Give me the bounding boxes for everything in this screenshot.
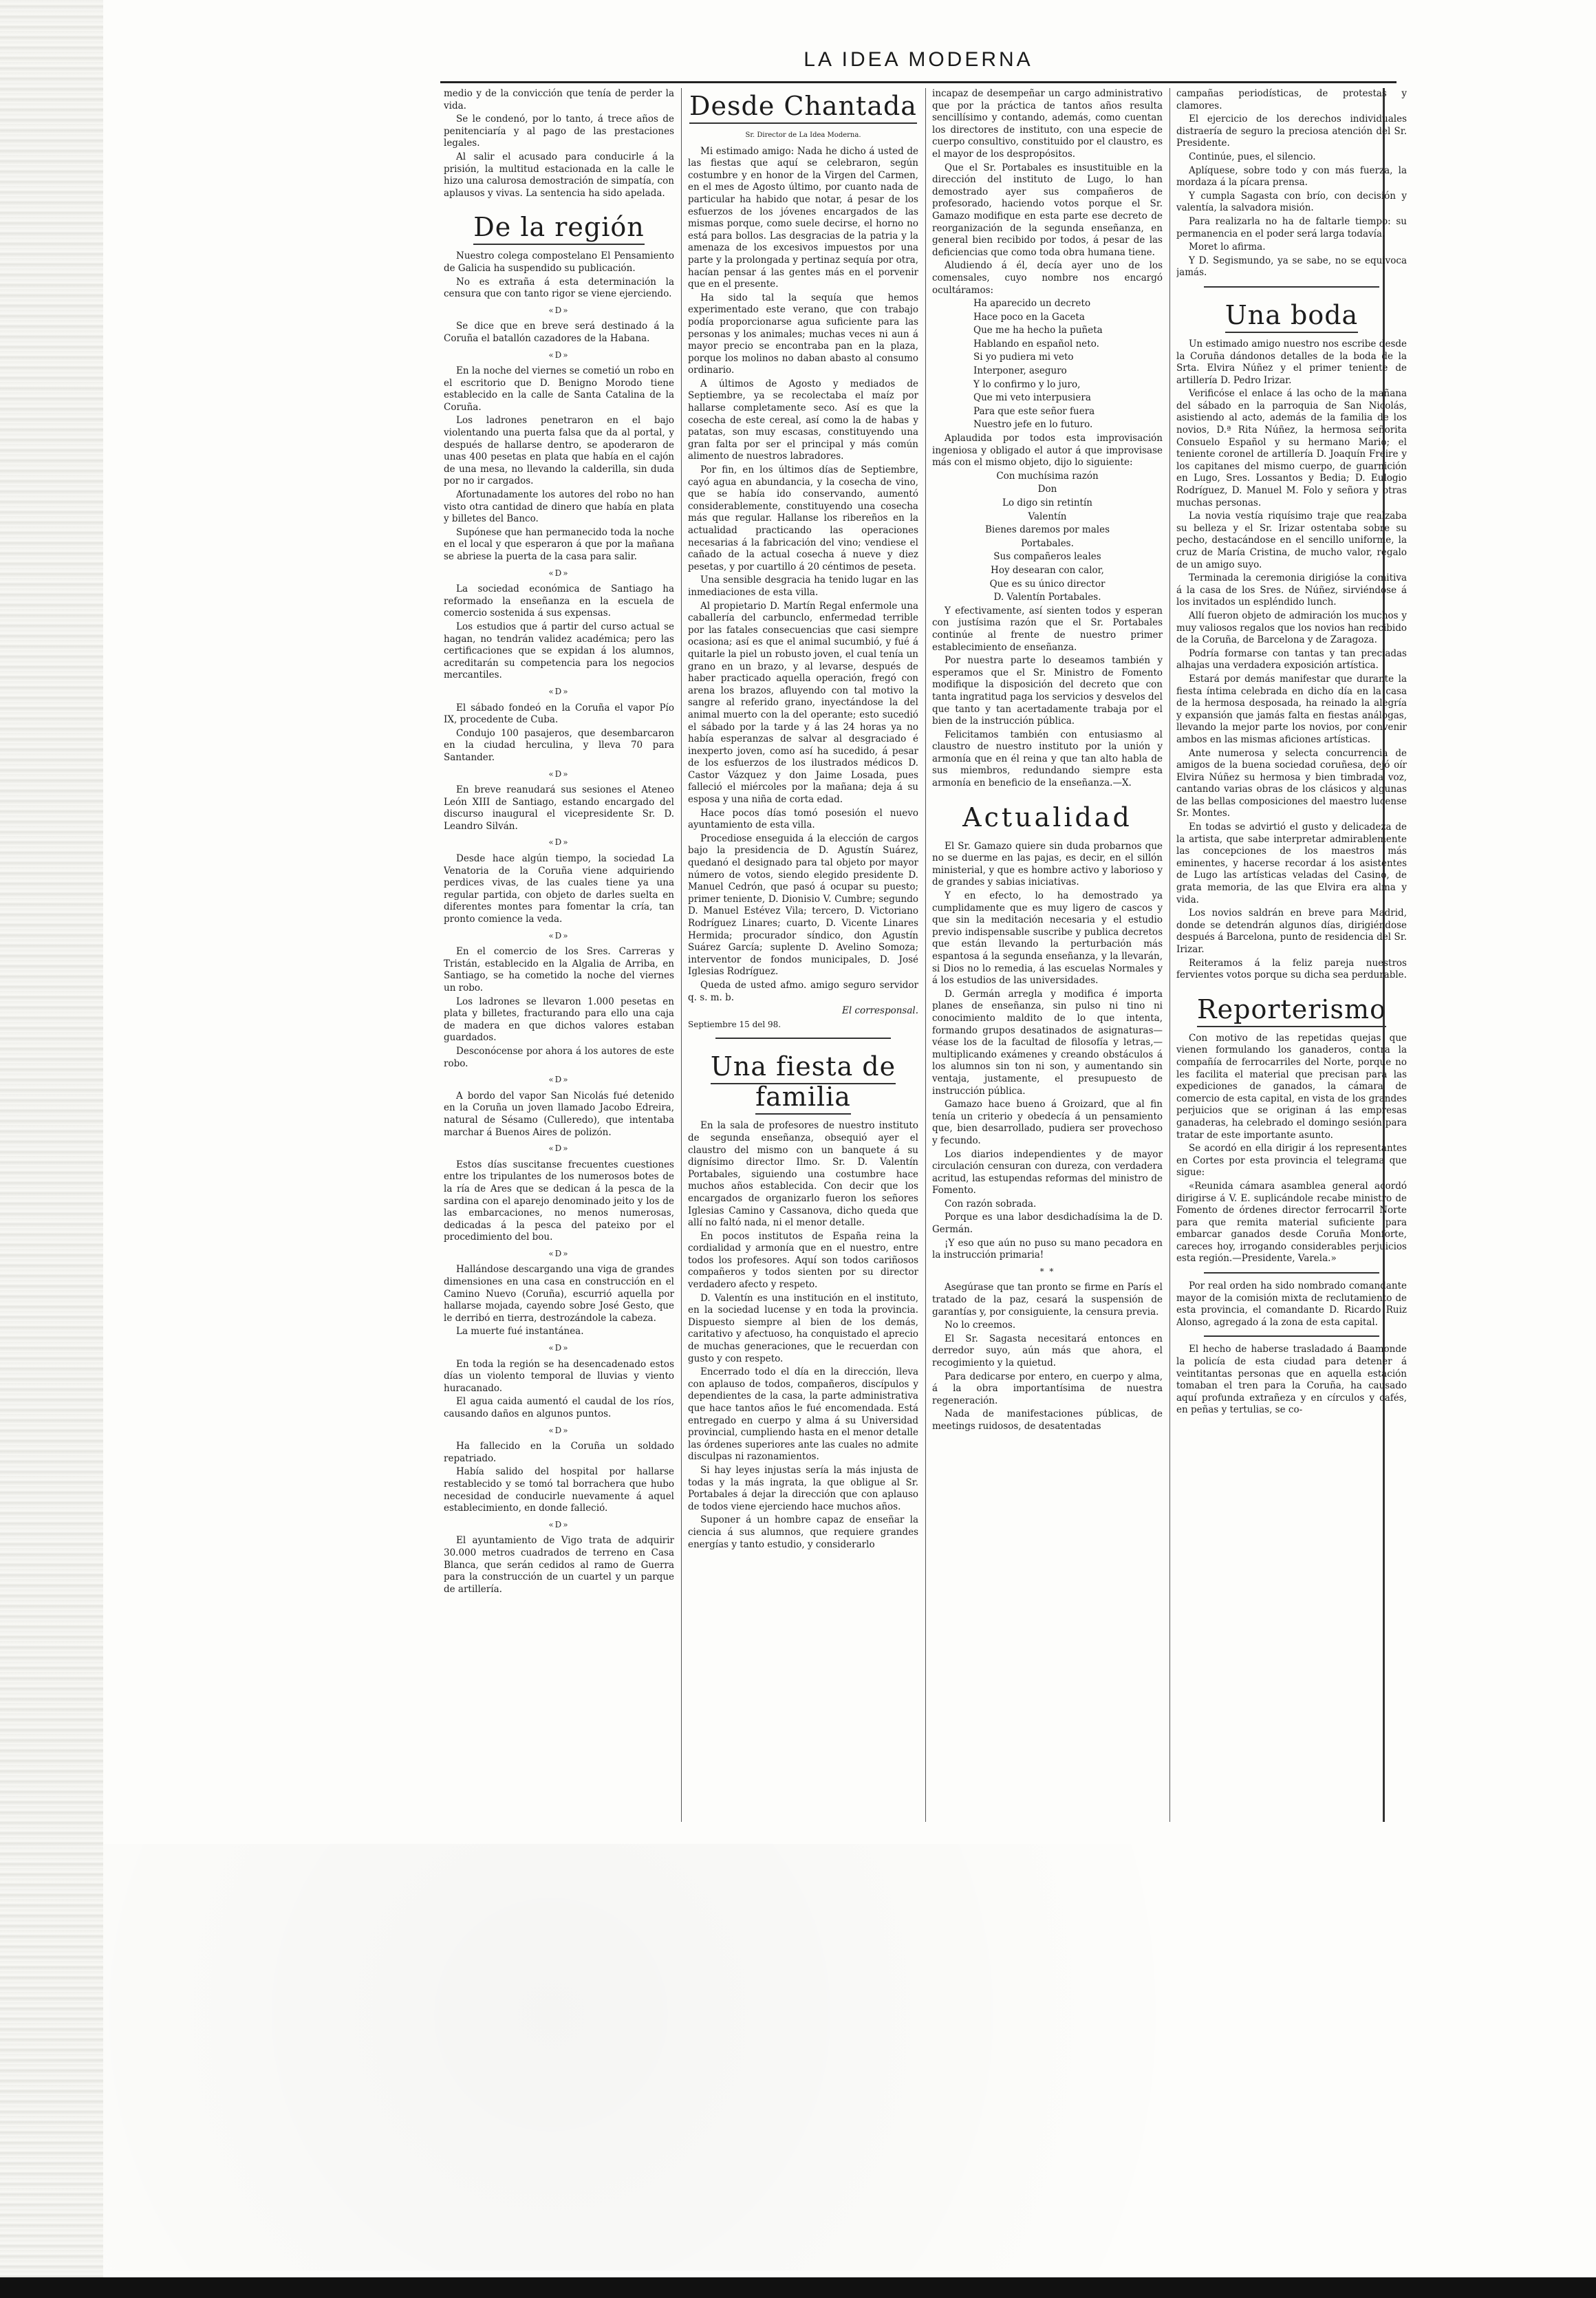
paragraph: Con motivo de las repetidas quejas que vienen formulando los ganaderos, contra la compañía de ferrocarriles del Norte, porque no les facilita el material que precisan para las expediciones de ganados, la cámara de comercio de esta capital, en vista de los grandes perjuicios que se originan á las empresas ganaderas, ha celebrado el domingo sesión para tratar de este importante asunto. (1176, 1032, 1407, 1141)
paragraph: En el comercio de los Sres. Carreras y Tristán, establecido en la Algalia de Arriba, en Santiago, se ha cometido la noche del viernes un robo. (444, 946, 674, 994)
paragraph: Reiteramos á la feliz pareja nuestros fervientes votos porque su dicha sea perdurable. (1176, 957, 1407, 981)
verse-line: Que mi veto interpusiera (973, 392, 1091, 404)
paragraph: Aplaudida por todos esta improvisación ingeniosa y obligado el autor á que improvisase más con el mismo objeto, dijo lo siguiente: (932, 433, 1163, 469)
paragraph: Encerrado todo el día en la dirección, lleva con aplauso de todos, compañeros, discípulos y dependientes de la casa, la parte administrativa que hace tantos años le fué encomendada. Está entregado en cuerpo y alma á su Universidad provincial, cumpliendo hasta en el menor detalle las órdenes superiores ante las cuales no admite disculpas ni razonamientos. (688, 1366, 918, 1463)
section-divider (715, 1038, 891, 1039)
paragraph: Los diarios independientes y de mayor circulación censuran con dureza, con verdadera acritud, las estupendas reformas del ministro de Fomento. (932, 1148, 1163, 1196)
paragraph: Por nuestra parte lo deseamos también y esperamos que el Sr. Ministro de Fomento modifique la disposición del decreto que con tanta ingratitud paga los servicios y desvelos del que tanto y tan acertadamente trabaja por el bien de la instrucción pública. (932, 655, 1163, 727)
paragraph: En todas se advirtió el gusto y delicadeza de la artista, que sabe interpretar admirablemente las concepciones de los maestros más eminentes, y hacerse recordar á los asistentes de Lugo las artísticas veladas del Casino, de grata memoria, de las que Elvira era alma y vida. (1176, 822, 1407, 905)
paragraph: Queda de usted afmo. amigo seguro servidor q. s. m. b. (688, 979, 918, 1003)
paragraph: Porque es una labor desdichadísima la de D. Germán. (932, 1212, 1163, 1236)
paragraph: Aludiendo á él, decía ayer uno de los comensales, cuyo nombre nos encargó ocultáramos: (932, 260, 1163, 296)
separator-ornament: «D» (548, 1519, 570, 1529)
verse-line: D. Valentín Portabales. (993, 592, 1101, 603)
paragraph: A últimos de Agosto y mediados de Septiembre, ya se recolectaba el maíz por hallarse completamente seco. Así es que la cosecha de este cereal, así como la de habas y patatas, son muy escasas, constituyendo una gran falta por ser el principal y más común alimento de nuestros labradores. (688, 378, 918, 462)
verse-line: Que me ha hecho la puñeta (973, 325, 1103, 336)
paragraph: ¡Y eso que aún no puso su mano pecadora en la instrucción primaria! (932, 1237, 1163, 1261)
paragraph: El ayuntamiento de Vigo trata de adquirir 30.000 metros cuadrados de terreno en Casa Blanca, que serán cedidos al ramo de Guerra para la construcción de un cuartel y un parque de artillería. (444, 1535, 674, 1595)
separator-ornament: «D» (548, 1425, 570, 1435)
column-rule (681, 88, 682, 1822)
paragraph: Estos días suscitanse frecuentes cuestiones entre los tripulantes de los numerosos botes de la ría de Ares que se dedican á la pesca de la sardina con el aparejo denominado jeito y los de las embarcaciones, no menos numerosas, dedicadas á la pesca del pateixo por el procedimiento del bou. (444, 1159, 674, 1243)
section-title-de-la-region: De la región (444, 212, 674, 242)
paragraph: Supónese que han permanecido toda la noche en el local y que esperaron á que por la mañana se abriese la puerta de la casa para salir. (444, 526, 674, 562)
dateline: Septiembre 15 del 98. (688, 1019, 781, 1029)
column-2 (688, 88, 918, 1829)
section-divider (1204, 286, 1379, 288)
paragraph: Para realizarla no ha de faltarle tiempo: su permanencia en el poder será larga todavía. (1176, 215, 1407, 239)
section-title-desde-chantada: Desde Chantada (688, 91, 918, 121)
paragraph: Hallándose descargando una viga de grandes dimensiones en una casa en construcción en el Camino Nuevo (Coruña), escurrió aquella por hallarse mojada, cayendo sobre José Gesto, que le derribó en tierra, destrozándole la cabeza. (444, 1264, 674, 1324)
paragraph: medio y de la convicción que tenía de perder la vida. (444, 88, 674, 111)
paragraph: No es extraña á esta determinación la censura que con tanto rigor se viene ejerciendo. (444, 276, 674, 300)
separator-ornament: «D» (548, 930, 570, 941)
paragraph: La muerte fué instantánea. (456, 1326, 584, 1338)
paragraph: Ha sido tal la sequía que hemos experimentado este verano, que con trabajo podía proporcionarse agua suficiente para las personas y los animales; muchas veces ni aun á mayor precio se encontraba pan en la plaza, porque los molinos no daban abasto al consumo ordinario. (688, 292, 918, 376)
signature: El corresponsal. (841, 1005, 918, 1017)
separator-ornament: «D» (548, 837, 570, 848)
paragraph: La novia vestía riquísimo traje que realzaba su belleza y el Sr. Irizar ostentaba sobre su pecho, destacándose en el sencillo uniforme, la cruz de María Cristina, de mucho valor, regalo de un amigo suyo. (1176, 511, 1407, 570)
paragraph: Un estimado amigo nuestro nos escribe desde la Coruña dándonos detalles de la boda de la Srta. Elvira Núñez y el primer teniente de artillería D. Pedro Irizar. (1176, 338, 1407, 386)
paragraph: Moret lo afirma. (1189, 241, 1266, 253)
paragraph: Continúe, pues, el silencio. (1189, 151, 1316, 162)
paragraph: Terminada la ceremonia dirigióse la comitiva á la casa de los Sres. de Núñez, sirviéndose á los invitados un espléndido lunch. (1176, 572, 1407, 608)
verse-line: Valentín (1028, 511, 1067, 522)
paragraph: Se acordó en ella dirigir á los representantes en Cortes por esta provincia el telegrama que sigue: (1176, 1143, 1407, 1179)
paragraph: El sábado fondeó en la Coruña el vapor Pío IX, procedente de Cuba. (444, 702, 674, 726)
verse-line: Con muchísima razón (996, 470, 1099, 482)
paragraph: Por fin, en los últimos días de Septiembre, cayó agua en abundancia, y la cosecha de vino, que se había ido conservando, aumentó considerablemente, constituyendo una cosecha más que regular. Hallanse los ribereños en la actualidad practicando las operaciones necesarias á la fabricación del vino; vendiese el cañado de la actual cosecha á nueve y diez pesetas, y por cuartillo á 20 céntimos de peseta. (688, 464, 918, 572)
paragraph: En breve reanudará sus sesiones el Ateneo León XIII de Santiago, estando encargado del discurso inaugural el vicepresidente Sr. D. Leandro Silván. (444, 784, 674, 832)
separator-ornament: «D» (548, 1143, 570, 1154)
paragraph: Podría formarse con tantas y tan preciadas alhajas una verdadera exposición artística. (1176, 647, 1407, 672)
paragraph: Felicitamos también con entusiasmo al claustro de nuestro instituto por la unión y armonía que en él reina y que tan alto habla de sus miembros, redundando siempre esta armonía en beneficio de la enseñanza.—X. (932, 729, 1163, 789)
column-rule (1169, 88, 1170, 1822)
paragraph: Con razón sobrada. (945, 1198, 1037, 1210)
paragraph: Ha fallecido en la Coruña un soldado repatriado. (444, 1441, 674, 1464)
column-rule (925, 88, 926, 1822)
section-title-una-fiesta-de-familia: Una fiesta de familia (688, 1051, 918, 1112)
verse-line: Portabales. (1021, 537, 1074, 549)
verse-line: Para que este señor fuera (973, 405, 1095, 417)
verse-line: Hoy desearan con calor, (991, 564, 1104, 576)
paragraph: En toda la región se ha desencadenado estos días un violento temporal de lluvias y viento huracanado. (444, 1358, 674, 1394)
paragraph: Al propietario D. Martín Regal enfermole una caballería del carbunclo, enfermedad terrible por las fatales consecuencias que casi siempre ocasiona; así es que el animal sucumbió, y fué á quitarle la piel un robusto joven, el cual tenía un grano en un brazo, y al levarse, después de haber practicado aquella operación, fregó con arena los brazos, afluyendo con tal motivo la sangre al referido grano, inyectándose la del animal muerto con la del operante; esto sucedió el sábado por la tarde y á las 24 horas ya no había esperanzas de salvar al desgraciado é inexperto joven, como así ha sucedido, á pesar de los esfuerzos de los ilustrados médicos D. Castor Vázquez y don Jaime Losada, pues falleció el miércoles por la mañana; deja á su esposa y una niña de corta edad. (688, 600, 918, 806)
separator-ornament: «D» (548, 305, 570, 315)
paragraph: «Reunida cámara asamblea general acordó dirigirse á V. E. suplicándole recabe ministro de Fomento de órdenes director ferrocarril Norte para que remita material suficiente para embarcar ganados desde Coruña Monforte, careces hoy, irrogando considerables perjuicios esta región.—Presidente, Varela.» (1176, 1180, 1407, 1265)
paragraph: Gamazo hace bueno á Groizard, que al fin tenía un criterio y obedecía á un pensamiento que, bien desarrollado, pudiera ser provechoso y fecundo. (932, 1099, 1163, 1146)
paragraph: Estará por demás manifestar que durante la fiesta íntima celebrada en dicho día en la casa de la hermosa desposada, ha reinado la alegría y expansión que jamás falta en fiestas análogas, llevando la mejor parte los novios, por convenir ambos en las mismas aficiones artísticas. (1176, 673, 1407, 745)
letter-salutation: Sr. Director de La Idea Moderna. (745, 131, 861, 139)
section-title-una-boda: Una boda (1176, 300, 1407, 330)
scan-border (0, 2277, 1596, 2298)
paragraph: Si hay leyes injustas sería la más injusta de todas y la más ingrata, la que obligue al Sr. Portabales á dejar la dirección que con aplauso de todos viene ejerciendo hace muchos años. (688, 1464, 918, 1512)
verse-line: Bienes daremos por males (984, 524, 1110, 536)
paragraph: Condujo 100 pasajeros, que desembarcaron en la ciudad herculina, y lleva 70 para Santander. (444, 727, 674, 763)
section-divider (1204, 1335, 1379, 1337)
section-divider (1204, 1272, 1379, 1274)
paragraph: El agua caida aumentó el caudal de los ríos, causando daños en algunos puntos. (444, 1396, 674, 1419)
verse-line: Y lo confirmo y lo juro, (973, 378, 1081, 390)
paragraph: Que el Sr. Portabales es insustituible en la dirección del instituto de Lugo, lo han demostrado ayer sus compañeros de profesorado, haciendo votos porque el Sr. Gamazo modifique en esta parte ese decreto de reorganización de la segunda enseñanza, en general bien recibido por todos, á pesar de las deficiencias que como toda obra humana tiene. (932, 162, 1163, 258)
paragraph: Desde hace algún tiempo, la sociedad La Venatoria de la Coruña viene adquiriendo perdices vivas, de las cuales tiene ya una regular partida, con objeto de darles suelta en diferentes montes para fomentar la cría, tan pronto comience la veda. (444, 853, 674, 925)
paragraph: Ante numerosa y selecta concurrencia de amigos de la buena sociedad coruñesa, dejó oír Elvira Núñez su hermosa y bien timbrada voz, cantando varias obras de los clásicos y algunas de las bellas composiciones del maestro lucense Sr. Montes. (1176, 747, 1407, 819)
paragraph: Al salir el acusado para conducirle á la prisión, la multitud estacionada en la calle le hizo una calurosa demostración de simpatía, con aplausos y vivas. La sentencia ha sido apelada. (444, 151, 674, 199)
paragraph: Se le condenó, por lo tanto, á trece años de penitenciaría y al pago de las prestaciones legales. (444, 114, 674, 149)
verse-line: Interponer, aseguro (973, 365, 1067, 377)
paragraph: Para dedicarse por entero, en cuerpo y alma, á la obra importantísima de nuestra regeneración. (932, 1371, 1163, 1406)
verse-line: Hace poco en la Gaceta (973, 311, 1085, 323)
column-4 (1176, 88, 1407, 1829)
paragraph: Por real orden ha sido nombrado comandante mayor de la comisión mixta de reclutamiento de esta provincia, el comandante D. Ricardo Ruiz Alonso, agregado á la zona de esta capital. (1176, 1280, 1407, 1328)
paragraph: Y D. Segismundo, ya se sabe, no se equivoca jamás. (1176, 255, 1407, 279)
separator-ornament: * * (1039, 1266, 1055, 1276)
paragraph: La sociedad económica de Santiago ha reformado la enseñanza en la escuela de comercio sostenida á sus expensas. (444, 583, 674, 619)
paragraph: Hace pocos días tomó posesión el nuevo ayuntamiento de esta villa. (688, 807, 918, 831)
verse-line: Lo digo sin retintín (1002, 497, 1092, 508)
paragraph: Allí fueron objeto de admiración los muchos y muy valiosos regalos que los novios han recibido de la Coruña, de Barcelona y de Zaragoza. (1176, 610, 1407, 646)
paragraph: Afortunadamente los autores del robo no han visto otra cantidad de dinero que había en plata y billetes del Banco. (444, 489, 674, 525)
page-edge-shadow (0, 0, 103, 2298)
column-3 (932, 88, 1163, 1829)
masthead-rule (440, 81, 1396, 83)
paragraph: Los novios saldrán en breve para Madrid, donde se detendrán algunos días, dirigiéndose después á Barcelona, punto de residencia del Sr. Irizar. (1176, 908, 1407, 955)
verse-line: Hablando en español neto. (973, 338, 1099, 350)
separator-ornament: «D» (548, 568, 570, 578)
paragraph: D. Valentín es una institución en el instituto, en la sociedad lucense y en toda la provincia. Dispuesto siempre al bien de los demás, caritativo y afectuoso, ha conquistado el aprecio de muchas generaciones, que le recuerdan con gusto y con respeto. (688, 1292, 918, 1364)
paragraph: Suponer á un hombre capaz de enseñar la ciencia á sus alumnos, que requiere grandes energías y tanto estudio, y considerarlo (688, 1514, 918, 1550)
paragraph: Los ladrones se llevaron 1.000 pesetas en plata y billetes, fracturando para ello una caja de madera en que dichos valores estaban guardados. (444, 996, 674, 1044)
separator-ornament: «D» (548, 769, 570, 779)
separator-ornament: «D» (548, 1248, 570, 1258)
verse-line: Que es su único director (989, 578, 1106, 590)
section-title-reporterismo: Reporterismo (1176, 994, 1407, 1024)
paragraph: Había salido del hospital por hallarse restablecido y se tomó tal borrachera que hubo necesidad de conducirle nuevamente á aquel establecimiento, en donde falleció. (444, 1466, 674, 1514)
paragraph: No lo creemos. (945, 1320, 1016, 1331)
paragraph: A bordo del vapor San Nicolás fué detenido en la Coruña un joven llamado Jacobo Edreira, natural de Sésamo (Culleredo), que intentaba marchar á Buenos Aires de polizón. (444, 1090, 674, 1138)
paragraph: Los ladrones penetraron en el bajo violentando una puerta falsa que da al portal, y después de hallarse dentro, se apoderaron de unas 400 pesetas en plata que había en el cajón de una mesa, no llevando la calderilla, sin duda por no ir cargados. (444, 415, 674, 487)
paragraph: Y efectivamente, así sienten todos y esperan con justísima razón que el Sr. Portabales continúe al frente de nuestro primer establecimiento de enseñanza. (932, 605, 1163, 653)
paragraph: El ejercicio de los derechos individuales distraería de seguro la preciosa atención del Sr. Presidente. (1176, 114, 1407, 149)
paragraph: Una sensible desgracia ha tenido lugar en las inmediaciones de esta villa. (688, 574, 918, 598)
paragraph: Mi estimado amigo: Nada he dicho á usted de las fiestas que aquí se celebraron, según costumbre y en honor de la Virgen del Carmen, en el mes de Agosto último, por cuanto nada de particular ha habido que notar, á pesar de los esfuerzos de los jóvenes encargados de las mismas porque, como suele decirse, el horno no está para bollos. Las desgracias de la patria y la amenaza de los excesivos impuestos por una parte y la prolongada y pertinaz sequía por otra, hacían pensar á las gentes más en el porvenir que en el presente. (688, 145, 918, 290)
paragraph: El Sr. Sagasta necesitará entonces en derredor suyo, aún más que ahora, el recogimiento y la quietud. (932, 1333, 1163, 1368)
paragraph: En la sala de profesores de nuestro instituto de segunda enseñanza, obsequió ayer el claustro del mismo con un banquete á su dignísimo director Ilmo. Sr. D. Valentín Portabales, siguiendo una costumbre hace muchos años establecida. Con decir que los encargados de organizarlo fueron los señores Iglesias Camino y Cassanova, dicho queda que allí no faltó nada, ni el menor detalle. (688, 1120, 918, 1229)
paragraph: incapaz de desempeñar un cargo administrativo que por la práctica de tantos años resulta sencillísimo y contando, además, como cuentan los directores de instituto, con una especie de cuerpo consultivo, constituido por el claustro, es el mayor de los despropósitos. (932, 88, 1163, 160)
paragraph: Asegúrase que tan pronto se firme en París el tratado de la paz, cesará la suspensión de garantías y, por consiguiente, la censura previa. (932, 1282, 1163, 1318)
separator-ornament: «D» (548, 1343, 570, 1353)
paragraph: Verificóse el enlace á las ocho de la mañana del sábado en la parroquia de San Nicolás, asistiendo al acto, además de la familia de los novios, D.ª Rita Núñez, la hermosa señorita Consuelo Español y su hermano Mario; el teniente coronel de artillería D. Joaquín Freire y los capitanes del mismo cuerpo, de guarnición en Lugo, Sres. Lossantos y Bedia; D. Eulogio Rodríguez, D. Manuel M. Folo y señora y otras muchas personas. (1176, 388, 1407, 508)
separator-ornament: «D» (548, 350, 570, 360)
paragraph: campañas periodísticas, de protestas y clamores. (1176, 88, 1407, 111)
column-1 (444, 88, 674, 1829)
paragraph: El hecho de haberse trasladado á Baamonde la policía de esta ciudad para detener á veintitantas personas que en aquella estación tomaban el tren para la Coruña, ha causado aquí profunda extrañeza y en círculos y cafés, en peñas y tertulias, se co- (1176, 1344, 1407, 1416)
paragraph: Se dice que en breve será destinado á la Coruña el batallón cazadores de la Habana. (444, 321, 674, 344)
page-masthead: LA IDEA MODERNA (804, 48, 1033, 71)
blank-page-area (103, 1844, 1596, 2270)
paragraph: Desconócense por ahora á los autores de este robo. (444, 1045, 674, 1069)
paragraph: Nuestro colega compostelano El Pensamiento de Galicia ha suspendido su publicación. (444, 250, 674, 274)
separator-ornament: «D» (548, 686, 570, 696)
verse-line: Don (1037, 484, 1057, 495)
section-title-actualidad: Actualidad (962, 802, 1132, 833)
verse-line: Si yo pudiera mi veto (973, 352, 1074, 363)
paragraph: Los estudios que á partir del curso actual se hagan, no tendrán validez académica; pero las certificaciones que se expidan á los alumnos, acreditarán su competencia para los negocios mercantiles. (444, 621, 674, 681)
separator-ornament: «D» (548, 1075, 570, 1085)
verse-line: Ha aparecido un decreto (973, 298, 1091, 310)
paragraph: D. Germán arregla y modifica é importa planes de enseñanza, sin pulso ni tino ni conocimiento maldito de lo que intenta, formando grupos desatinados de asignaturas—véase los de la facultad de filosofía y letras,—multiplicando exámenes y creando obstáculos á los alumnos sin ton ni son, y aumentando sin ventaja, justamente, el presupuesto de instrucción pública. (932, 988, 1163, 1097)
verse-line: Sus compañeros leales (993, 551, 1101, 563)
paragraph: El Sr. Gamazo quiere sin duda probarnos que no se duerme en las pajas, es decir, en el sillón ministerial, y que es hombre activo y laborioso y de grandes y sabias iniciativas. (932, 840, 1163, 888)
verse-line: Nuestro jefe en lo futuro. (973, 419, 1093, 431)
paragraph: Y cumpla Sagasta con brío, con decisión y valentía, la salvadora misión. (1176, 190, 1407, 214)
paragraph: Nada de manifestaciones públicas, de meetings ruidosos, de desatentadas (932, 1408, 1163, 1432)
paragraph: En la noche del viernes se cometió un robo en el escritorio que D. Benigno Morodo tiene establecido en la calle de Santa Catalina de la Coruña. (444, 365, 674, 413)
paragraph: Procediose enseguida á la elección de cargos bajo la presidencia de D. Agustín Suárez, quedanó el designado para tal objeto por mayor número de votos, siendo elegido presidente D. Manuel Cedrón, que pasó á ocupar su puesto; primer teniente, D. Dionisio V. Cumbre; segundo D. Manuel Estévez Vila; tercero, D. Victoriano Rodríguez Linares; cuarto, D. Vicente Linares Hermida; procurador síndico, don Agustín Suárez García; suplente D. Avelino Somoza; interventor de fondos municipales, D. José Iglesias Rodríguez. (688, 833, 918, 978)
paragraph: Y en efecto, lo ha demostrado ya cumplidamente que es muy ligero de cascos y que sin la meditación necesaria y el estudio previo indispensable suscribe y publica decretos que están llevando la perturbación más espantosa á la segunda enseñanza, y la llevarán, si Dios no lo remedia, á las escuelas Normales y á los estudios de las universidades. (932, 890, 1163, 987)
paragraph: Aplíquese, sobre todo y con más fuerza, la mordaza á la pícara prensa. (1176, 164, 1407, 189)
paragraph: En pocos institutos de España reina la cordialidad y armonía que en el nuestro, entre todos los profesores. Aquí son todos cariñosos compañeros y todos sienten por su director verdadero afecto y respeto. (688, 1230, 918, 1291)
